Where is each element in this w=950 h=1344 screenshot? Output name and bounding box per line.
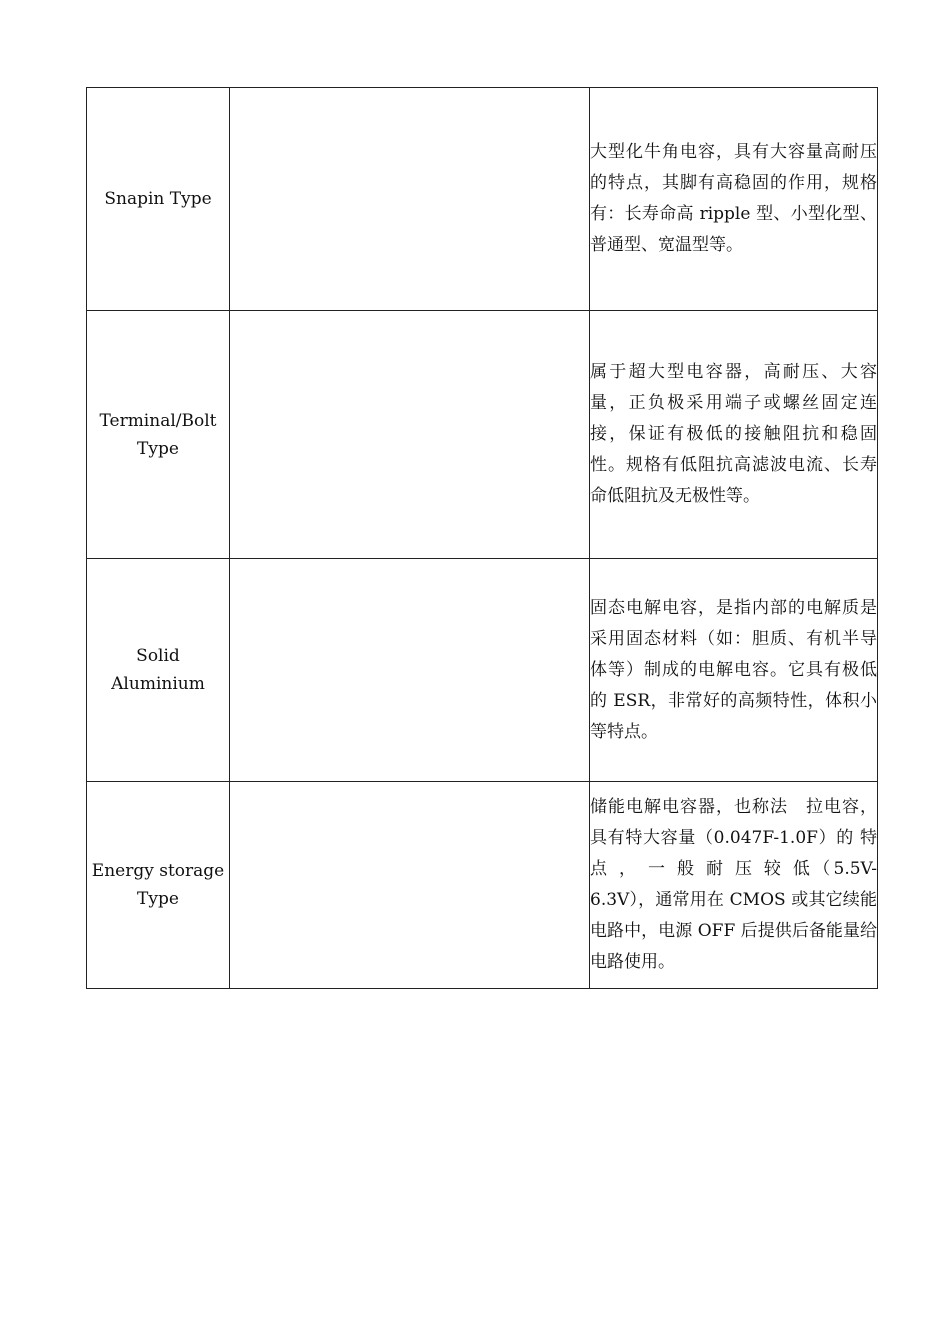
description-cell: 大型化牛角电容，具有大容量高耐压的特点，其脚有高稳固的作用，规格有：长寿命高 ripple 型、小型化型、普通型、宽温型等。 [590,88,878,311]
capacitor-type-table [86,87,878,989]
table-row [87,311,878,559]
image-cell [230,782,590,989]
table-row [87,88,878,311]
type-name-cell: Terminal/Bolt Type [87,311,230,559]
description-cell: 属于超大型电容器，高耐压、大容量，正负极采用端子或螺丝固定连接，保证有极低的接触阻抗和稳固性。规格有低阻抗高滤波电流、长寿命低阻抗及无极性等。 [590,311,878,559]
image-cell [230,559,590,782]
image-cell [230,311,590,559]
type-name-cell: Solid Aluminium [87,559,230,782]
type-name-cell: Energy storage Type [87,782,230,989]
image-cell [230,88,590,311]
description-cell: 固态电解电容，是指内部的电解质是采用固态材料（如：胆质、有机半导体等）制成的电解电容。它具有极低的 ESR，非常好的高频特性，体积小等特点。 [590,559,878,782]
type-name-cell: Snapin Type [87,88,230,311]
table-row [87,782,878,989]
table-row [87,559,878,782]
description-cell: 储能电解电容器，也称法 拉电容，具有特大容量（0.047F-1.0F）的 特 点 ， 一 般 耐 压 较 低（5.5V-6.3V），通常用在 CMOS 或其它续能电路中，电源 OFF 后提供后备能量给电路使用。 [590,782,878,989]
